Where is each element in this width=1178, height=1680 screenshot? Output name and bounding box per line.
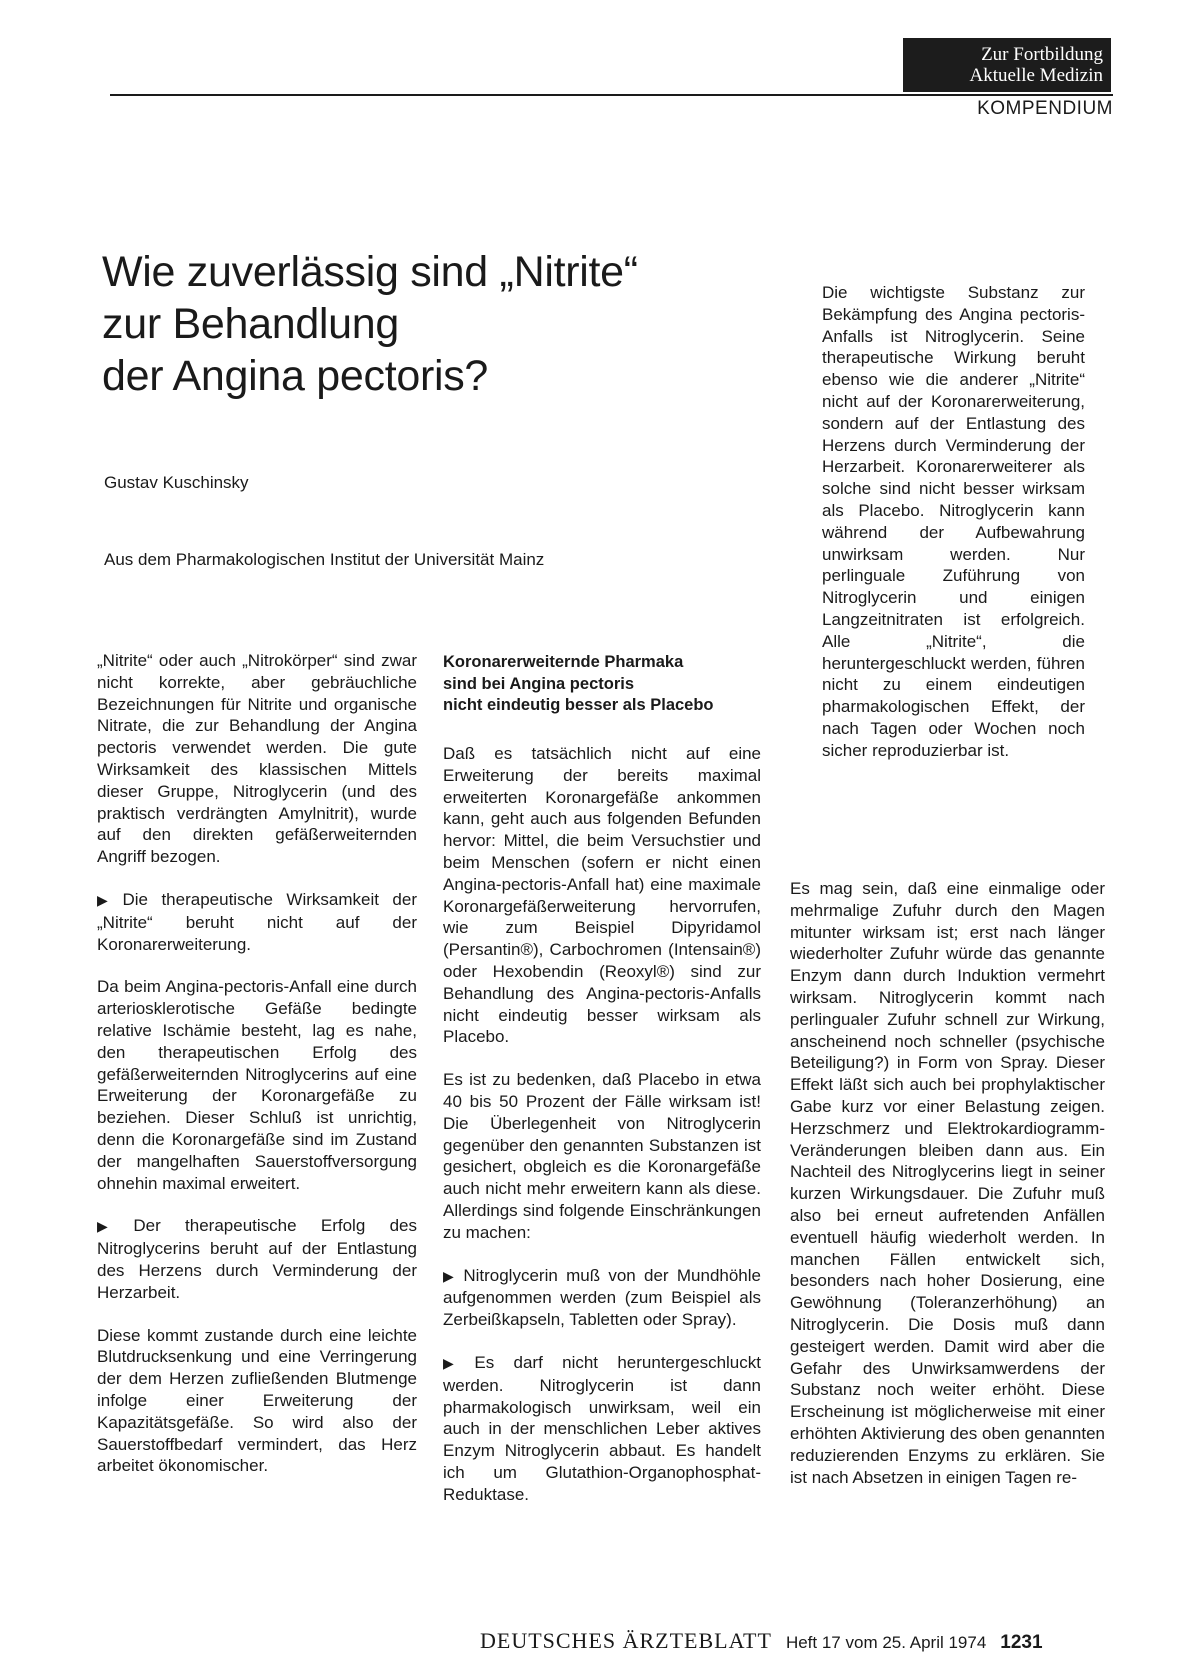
paragraph: Es mag sein, daß eine einmalige oder mehrmalige Zufuhr durch den Magen mitunter wirksam ist; erst nach länger wiederholter Zufuhr würde das genannte Enzym dann durch Induktion vermehrt wirksam. Nitroglycerin kommt nach perlingualer Zufuhr schnell zur Wirkung, anscheinend noch schneller (psychische Beteiligung?) in Form von Spray. Dieser Effekt läßt sich auch bei prophylaktischer Gabe kurz vor einer Belastung zeigen. Herzschmerz und Elektrokardiogramm-Veränderungen bleiben dann aus. Ein Nachteil des Nitroglycerins liegt in seiner kurzen Wirkungsdauer. Die Zufuhr muß also bei erneut aufretenden Anfällen eventuell häufig wiederholt werden. In manchen Fällen entwickelt sich, besonders nach hoher Dosierung, eine Gewöhnung (Toleranzerhöhung) an Nitroglycerin. Die Dosis muß dann gesteigert werden. Damit wird aber die Gefahr des Unwirksamwerdens der Substanz noch weiter erhöht. Diese Erscheinung ist möglicherweise mit einer erhöhten Aktivierung des oben genannten reduzierenden Enzyms zu erklären. Sie ist nach Absetzen in einigen Tagen re-	[790, 879, 1105, 1487]
heading-line-1: Koronarerweiternde Pharmaka	[443, 653, 684, 671]
column-2	[443, 743, 761, 1506]
page-footer	[480, 1628, 1113, 1654]
header-rule	[110, 94, 1113, 96]
bullet-triangle-icon: ▶	[97, 1218, 128, 1235]
paragraph: Diese kommt zustande durch eine leichte Blutdrucksenkung und eine Verringerung der dem Herzen zufließenden Blutmenge infolge einer Erweiterung der Kapazitätsgefäße. So wird also der Sauerstoffbedarf vermindert, das Herz arbeitet ökonomischer.	[97, 1325, 417, 1476]
bullet-text: Die therapeutische Wirksamkeit der „Nitrite“ beruht nicht auf der Koronarerweiterung.	[97, 889, 417, 954]
column-3	[790, 878, 1105, 1488]
bullet-text: Es darf nicht heruntergeschluckt werden. Nitroglycerin ist dann pharmakologisch unwirksam, weil ein auch in der menschlichen Leber aktives Enzym Nitroglycerin abbaut. Es handelt ich um Glutathion-Organophosphat-Reduktase.	[443, 1352, 761, 1504]
bullet-text: Der therapeutische Erfolg des Nitroglycerins beruht auf der Entlastung des Herzens durch Verminderung der Herzarbeit.	[97, 1216, 417, 1302]
heading-line-2: sind bei Angina pectoris	[443, 674, 634, 693]
paragraph: Daß es tatsächlich nicht auf eine Erweiterung der bereits maximal erweiterten Koronargefäße ankommen kann, geht auch aus folgenden Befunden hervor: Mittel, die beim Versuchstier und beim Menschen (sofern er nicht einen Angina-pectoris-Anfall hat) eine maximale Koronargefäßerweiterung hervorrufen, wie zum Beispiel Dipyridamol (Persantin®), Carbochromen (Intensain®) oder Hexobendin (Reoxyl®) sind zur Behandlung des Angina-pectoris-Anfalls nicht eindeutig besser wirksam als Placebo.	[443, 744, 761, 1047]
heading-line-3: nicht eindeutig besser als Placebo	[443, 696, 714, 714]
summary-box	[822, 282, 1085, 762]
bullet-triangle-icon: ▶	[443, 1354, 469, 1371]
bullet-paragraph	[97, 889, 417, 955]
section-line-1: Zur Fortbildung	[981, 44, 1103, 65]
bullet-paragraph	[443, 1265, 761, 1331]
title-line-1: Wie zuverlässig sind „Nitrite“	[102, 248, 638, 296]
article-title	[102, 246, 742, 402]
title-line-2: zur Behandlung	[102, 300, 400, 348]
paragraph: Da beim Angina-pectoris-Anfall eine durch arteriosklerotische Gefäße bedingte relative Ischämie besteht, lag es nahe, den therapeutischen Erfolg des gefäßerweiternden Nitroglycerins auf eine Erweiterung der Koronargefäße zu beziehen. Dieser Schluß ist unrichtig, denn die Koronargefäße sind im Zustand der mangelhaften Sauerstoffversorgung ohnehin maximal erweitert.	[97, 977, 417, 1193]
summary-text: Die wichtigste Substanz zur Bekämpfung des Angina pectoris-Anfalls ist Nitroglycerin. Seine therapeutische Wirkung beruht ebenso wie die anderer „Nitrite“ nicht auf der Koronarerweiterung, sondern auf der Entlastung des Herzens durch Verminderung der Herzarbeit. Koronarerweiterer als solche sind nicht besser wirksam als Placebo. Nitroglycerin kann während der Aufbewahrung unwirksam werden. Nur perlinguale Zuführung von Nitroglycerin und einigen Langzeitnitraten ist erfolgreich. Alle „Nitrite“, die heruntergeschluckt werden, führen nicht zu einem eindeutigen pharmakologischen Effekt, der nach Tagen oder Wochen noch sicher reproduzierbar ist.	[822, 283, 1085, 760]
bullet-paragraph	[443, 1352, 761, 1506]
journal-name: DEUTSCHES ÄRZTEBLATT	[480, 1628, 772, 1653]
category-label: KOMPENDIUM	[977, 98, 1113, 119]
section-line-2: Aktuelle Medizin	[969, 65, 1103, 86]
section-heading	[443, 652, 761, 717]
section-label	[903, 38, 1111, 92]
bullet-triangle-icon: ▶	[443, 1267, 458, 1284]
issue-info: Heft 17 vom 25. April 1974	[785, 1633, 987, 1652]
affiliation: Aus dem Pharmakologischen Institut der Universität Mainz	[104, 550, 545, 569]
paragraph: Es ist zu bedenken, daß Placebo in etwa 40 bis 50 Prozent der Fälle wirksam ist! Die Überlegenheit von Nitroglycerin gegenüber den genannten Substanzen ist gesichert, obgleich es die Koronargefäße auch nicht mehr erweitern kann als diese. Allerdings sind folgende Einschränkungen zu machen:	[443, 1070, 761, 1242]
bullet-triangle-icon: ▶	[97, 891, 117, 908]
bullet-paragraph	[97, 1215, 417, 1303]
bullet-text: Nitroglycerin muß von der Mundhöhle aufgenommen werden (zum Beispiel als Zerbeißkapseln, Tabletten oder Spray).	[443, 1265, 761, 1330]
title-line-3: der Angina pectoris?	[102, 352, 489, 400]
author: Gustav Kuschinsky	[104, 473, 249, 492]
paragraph: „Nitrite“ oder auch „Nitrokörper“ sind zwar nicht korrekte, aber gebräuchliche Bezeichnungen für Nitrite und organische Nitrate, die zur Behandlung der Angina pectoris verwendet werden. Die gute Wirksamkeit des klassischen Mittels dieser Gruppe, Nitroglycerin (und des praktisch verdrängten Amylnitrit), wurde auf den direkten gefäßerweiternden Angriff bezogen.	[97, 651, 417, 867]
page-number: 1231	[1000, 1632, 1043, 1653]
column-1	[97, 650, 417, 1477]
